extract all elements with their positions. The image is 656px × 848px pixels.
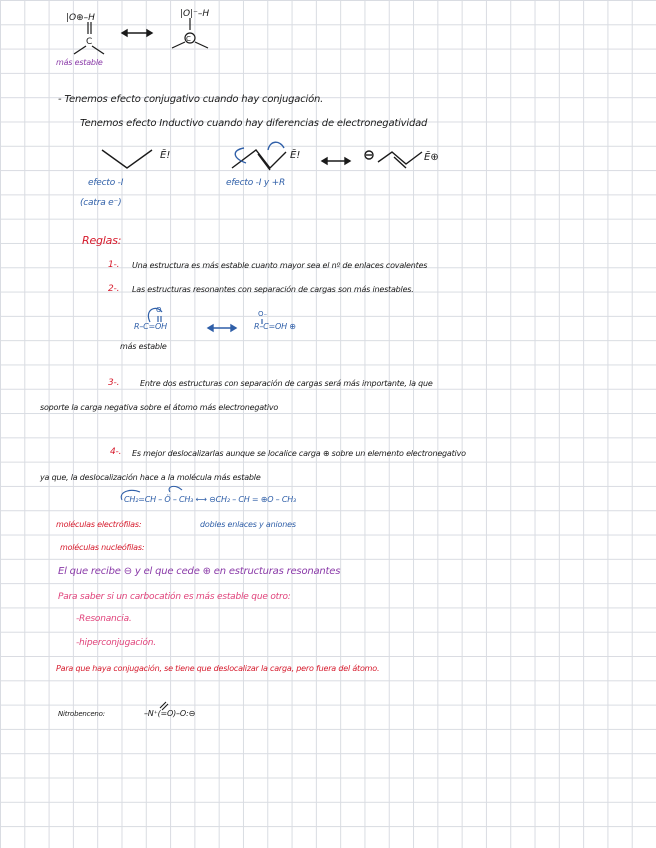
rule2-resonance-arrow xyxy=(208,325,236,331)
rule4-number: 4-. xyxy=(110,447,122,457)
rule3-text-b: soporte la carga negativa sobre el átomo más electronegativo xyxy=(40,403,279,412)
reglas-heading: Reglas: xyxy=(82,234,122,247)
rule2-number: 2-. xyxy=(108,284,120,294)
rule2-mas-estable: más estable xyxy=(120,342,167,351)
svg-text:Ē!: Ē! xyxy=(290,150,301,161)
inductive-effect-line: Tenemos efecto Inductivo cuando hay diferencias de electronegatividad xyxy=(80,118,428,129)
svg-text:C: C xyxy=(86,37,93,47)
conjugative-structure xyxy=(232,142,300,170)
rule4-formula: CH₂=CH – Ö – CH₃ ⟷ ⊖CH₂ – CH = ⊕O – CH₃ xyxy=(124,495,297,504)
catra-label: (catra e⁻) xyxy=(80,198,122,208)
rule2-right-formula: R–C=OH ⊕ xyxy=(254,322,296,331)
moleculas-electrofilas-value: dobles enlaces y aniones xyxy=(200,520,296,529)
inductive-structure xyxy=(102,148,170,168)
svg-text:O₋: O₋ xyxy=(258,310,268,318)
rule4-text-a: Es mejor deslocalizarlas aunque se localice carga ⊕ sobre un elemento electronegativo xyxy=(132,449,466,458)
para-saber-line: Para saber si un carbocatión es más estable que otro: xyxy=(58,592,291,602)
moleculas-nucleofilas-label: moléculas nucleófilas: xyxy=(60,543,145,552)
svg-text:|O⊕–H: |O⊕–H xyxy=(66,13,95,23)
resonancia-item: -Resonancia. xyxy=(76,614,132,624)
efecto-ir-label: efecto -I y +R xyxy=(226,178,286,188)
svg-text:C: C xyxy=(186,35,191,43)
resonance-arrow-top xyxy=(122,30,152,36)
nitrobenceno-label: Nitrobenceno: xyxy=(58,710,105,718)
rule2-left-formula: R–C=OH xyxy=(134,322,167,331)
svg-text:Ē⊕: Ē⊕ xyxy=(424,152,439,163)
rule1-text: Una estructura es más estable cuanto mayor sea el nº de enlaces covalentes xyxy=(132,261,428,270)
rule1-number: 1-. xyxy=(108,260,120,270)
rule3-text-a: Entre dos estructuras con separación de cargas será más importante, la que xyxy=(140,379,433,388)
mas-estable-label: más estable xyxy=(56,58,103,67)
efecto-i-label: efecto -I xyxy=(88,178,124,188)
svg-text:O: O xyxy=(156,306,162,314)
para-que-line: Para que haya conjugación, se tiene que deslocalizar la carga, pero fuera del átomo. xyxy=(56,664,380,673)
recibe-cede-line: El que recibe ⊖ y el que cede ⊕ en estructuras resonantes xyxy=(58,566,341,577)
top-left-structure xyxy=(66,13,104,54)
hiperconjugacion-item: -hiperconjugación. xyxy=(76,638,156,648)
nitrobenceno-formula: –N⁺(=O)–O:⊖ xyxy=(144,709,196,718)
rule2-text: Las estructuras resonantes con separación de cargas son más inestables. xyxy=(132,285,414,294)
rule4-text-b: ya que, la deslocalización hace a la molécula más estable xyxy=(40,473,261,482)
top-right-structure xyxy=(172,9,209,48)
conjugative-structure-2 xyxy=(365,150,439,168)
svg-text:|O|⁻–H: |O|⁻–H xyxy=(180,9,210,19)
moleculas-electrofilas-label: moléculas electrófilas: xyxy=(56,520,142,529)
resonance-arrow-middle xyxy=(322,158,350,164)
svg-text:Ē!: Ē! xyxy=(160,150,171,161)
conjugative-effect-line: - Tenemos efecto conjugativo cuando hay conjugación. xyxy=(58,94,324,105)
rule3-number: 3-. xyxy=(108,378,120,388)
